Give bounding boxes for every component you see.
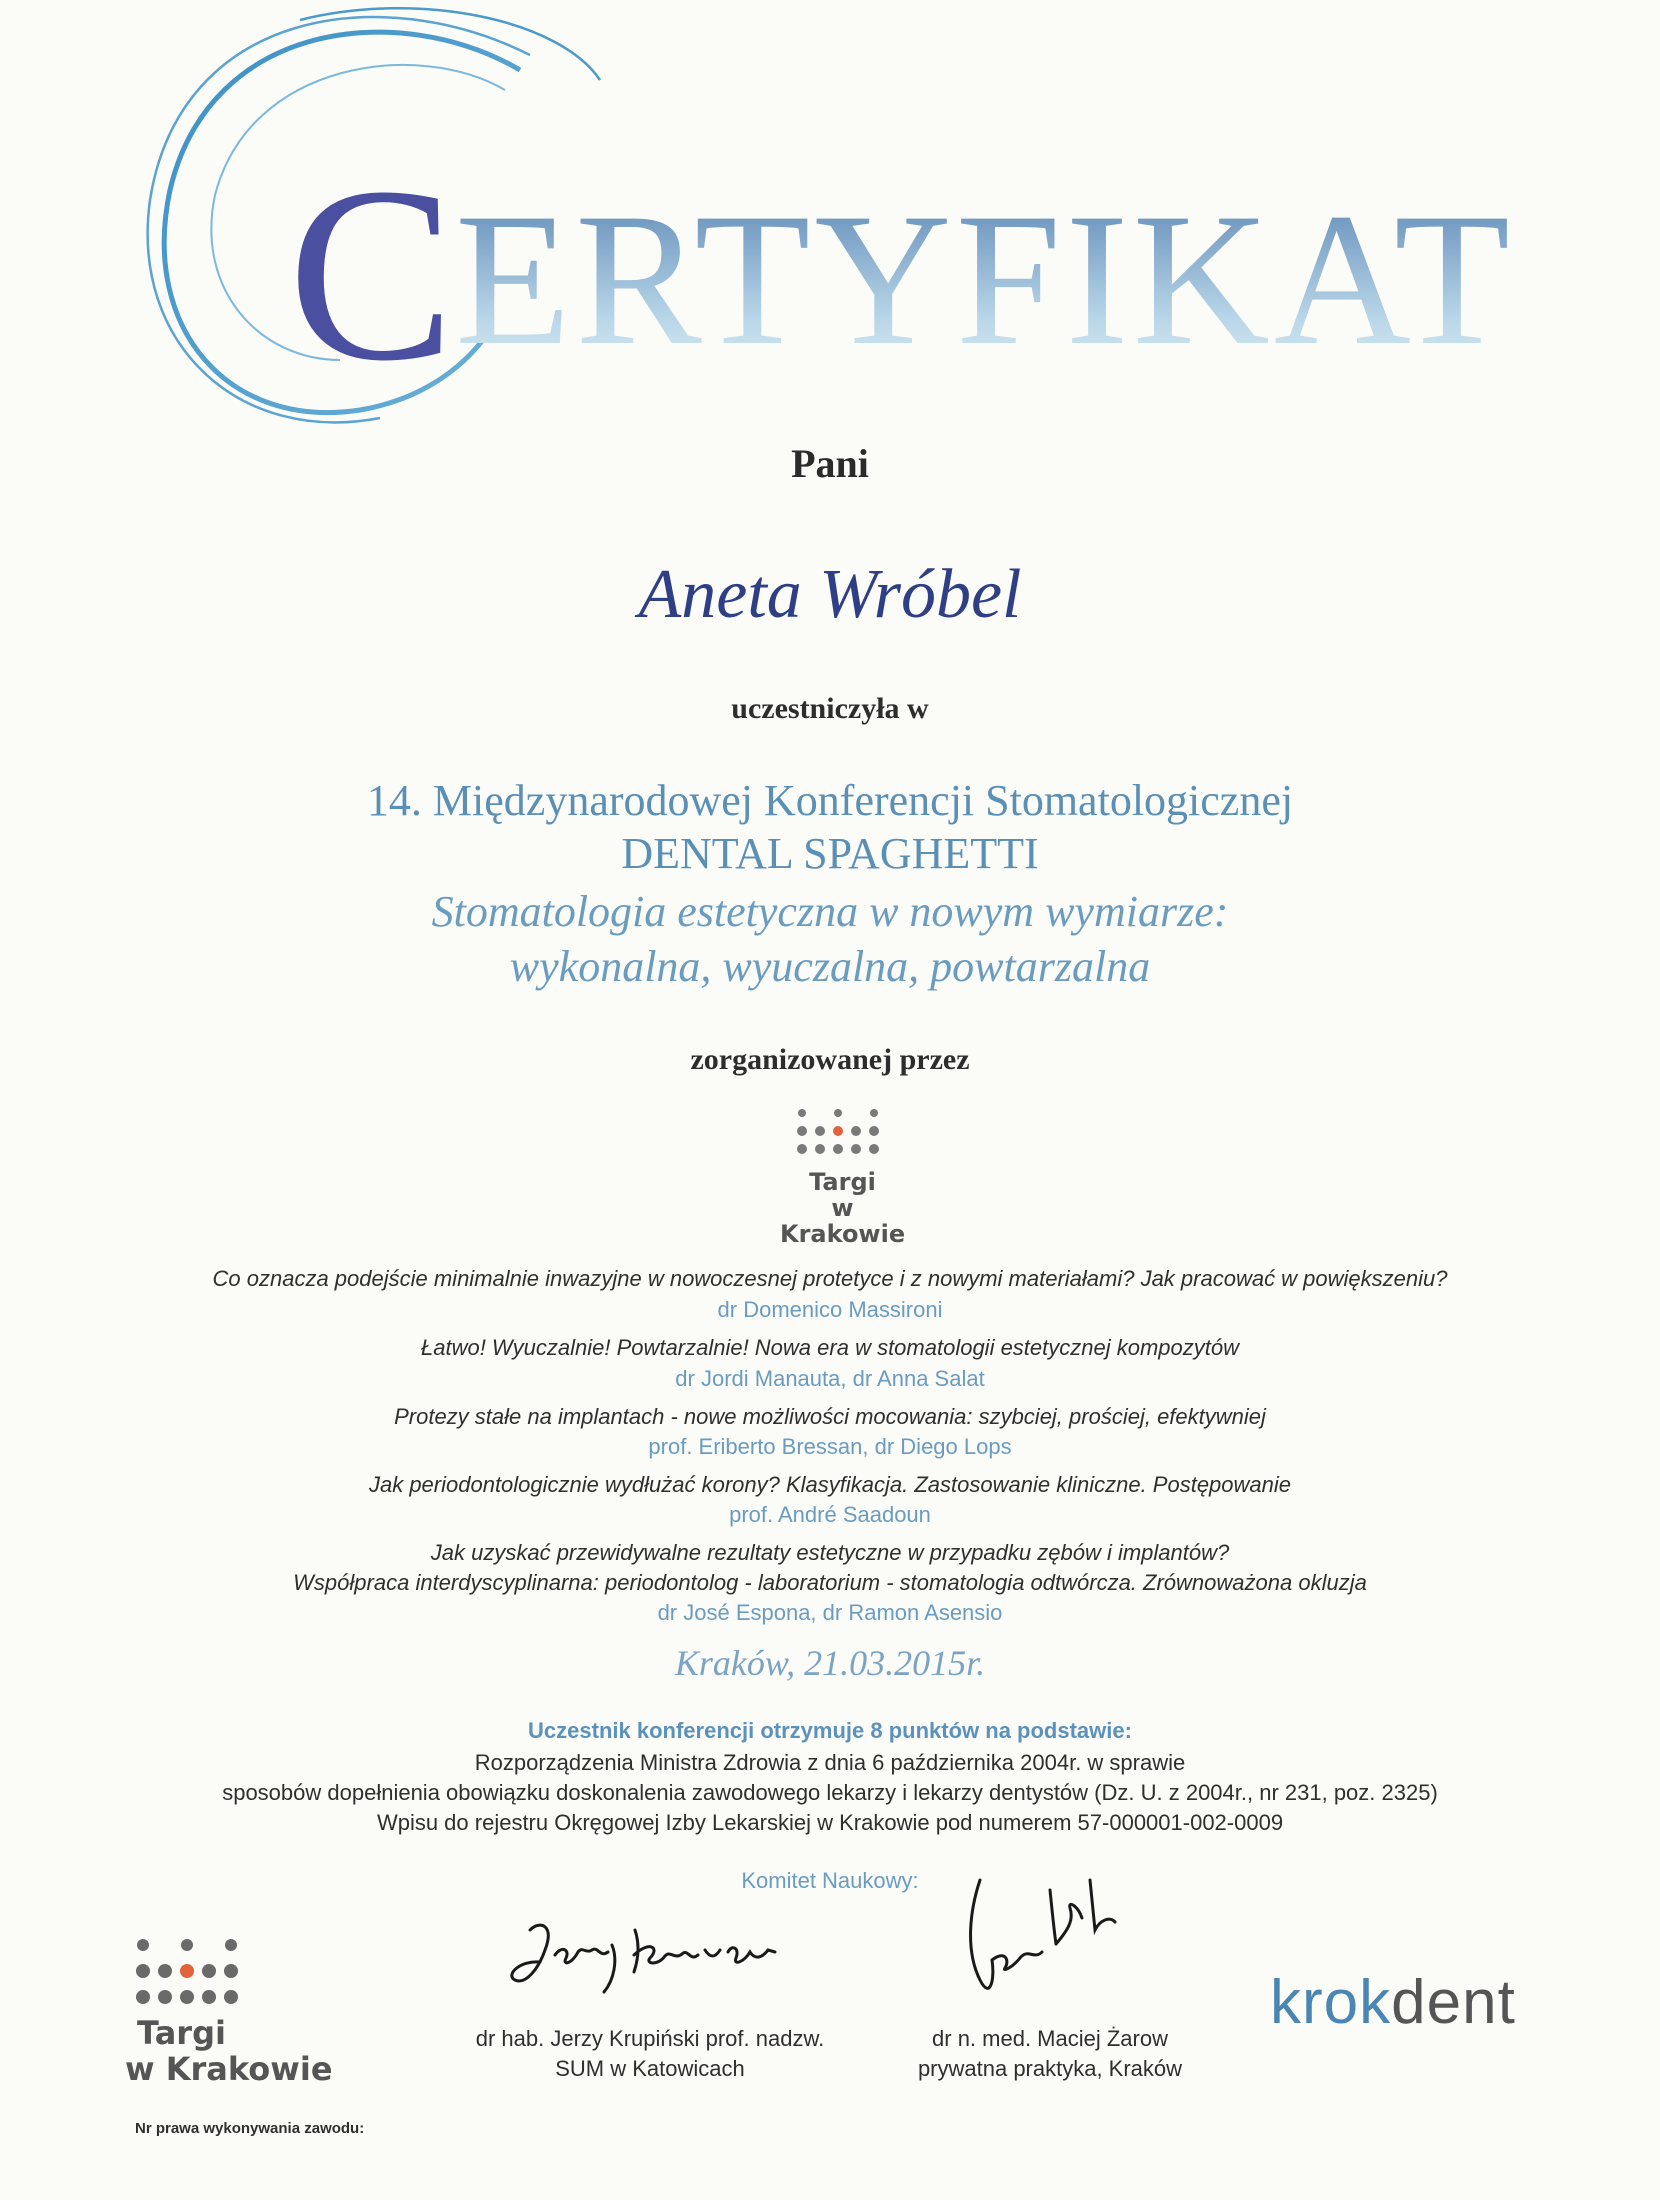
talk-title-2: Łatwo! Wyuczalnie! Powtarzalnie! Nowa era w stomatologii estetycznej kompozytów [420,1335,1240,1360]
committee-member-1-affiliation: SUM w Katowicach [555,2056,745,2081]
signature-krupinski [500,1900,820,2010]
talk-speaker-5: dr José Espona, dr Ramon Asensio [657,1600,1003,1625]
legal-line-2: sposobów dopełnienia obowiązku doskonalenia zawodowego lekarzy i lekarzy dentystów (Dz. U. z 2004r., nr 231, poz. 2325) [222,1780,1438,1805]
logo-footer-line2: w Krakowie [125,2050,333,2088]
committee-label: Komitet Naukowy: [741,1868,919,1893]
participation-text: uczestniczyła w [731,692,929,725]
recipient-name: Aneta Wróbel [638,556,1022,633]
krokdent-logo-part1: krok [1270,1968,1392,2037]
title-initial-letter: C [288,136,455,413]
salutation: Pani [791,441,869,486]
logo-text-line1: Targi [809,1168,876,1196]
logo-dots-icon [125,1935,355,2020]
points-heading: Uczestnik konferencji otrzymuje 8 punktów na podstawie: [528,1718,1132,1743]
license-number-label: Nr prawa wykonywania zawodu: [135,2120,365,2137]
targi-w-krakowie-logo-footer [125,1935,355,2110]
talk-speaker-4: prof. André Saadoun [729,1502,931,1527]
certificate-title: ERTYFIKAT [455,175,1515,385]
talk-title-5-cont: Współpraca interdyscyplinarna: periodontolog - laboratorium - stomatologia odtwórcza. Zrównoważona okluzja [293,1570,1367,1595]
organized-by-text: zorganizowanej przez [690,1043,970,1076]
talk-speaker-3: prof. Eriberto Bressan, dr Diego Lops [648,1434,1012,1459]
talk-title-1: Co oznacza podejście minimalnie inwazyjne w nowoczesnej protetyce i z nowymi materiałami? Jak pracować w powiększeniu? [212,1266,1448,1291]
talk-title-5: Jak uzyskać przewidywalne rezultaty estetyczne w przypadku zębów i implantów? [430,1540,1230,1565]
krokdent-logo-part2: dent [1391,1968,1516,2037]
krokdent-logo [1270,1967,1516,2038]
issue-date: Kraków, 21.03.2015r. [674,1643,986,1683]
conference-subtitle: Stomatologia estetyczna w nowym wymiarze: [431,887,1229,936]
talk-title-4: Jak periodontologicznie wydłużać korony? Klasyfikacja. Zastosowanie kliniczne. Postępowanie [368,1472,1292,1497]
logo-dots-icon [780,1105,960,1173]
talk-speaker-1: dr Domenico Massironi [717,1297,943,1322]
conference-brand: DENTAL SPAGHETTI [621,829,1039,878]
logo-text-line2: w Krakowie [780,1194,906,1248]
legal-line-3: Wpisu do rejestru Okręgowej Izby Lekarskiej w Krakowie pod numerem 57-000001-002-0009 [376,1810,1284,1835]
conference-name: 14. Międzynarodowej Konferencji Stomatologicznej [366,776,1294,825]
committee-member-2: dr n. med. Maciej Żarow [932,2026,1168,2051]
signature-zarow [950,1860,1150,2030]
committee-member-2-affiliation: prywatna praktyka, Kraków [917,2056,1183,2081]
committee-member-1: dr hab. Jerzy Krupiński prof. nadzw. [475,2026,825,2051]
talk-title-3: Protezy stałe na implantach - nowe możliwości mocowania: szybciej, prościej, efektywniej [394,1404,1266,1429]
conference-subtitle-2: wykonalna, wyuczalna, powtarzalna [509,942,1151,991]
legal-line-1: Rozporządzenia Ministra Zdrowia z dnia 6 października 2004r. w sprawie [474,1750,1186,1775]
talk-speaker-2: dr Jordi Manauta, dr Anna Salat [675,1366,985,1391]
logo-footer-line1: Targi [137,2014,226,2052]
targi-w-krakowie-logo [780,1105,960,1248]
